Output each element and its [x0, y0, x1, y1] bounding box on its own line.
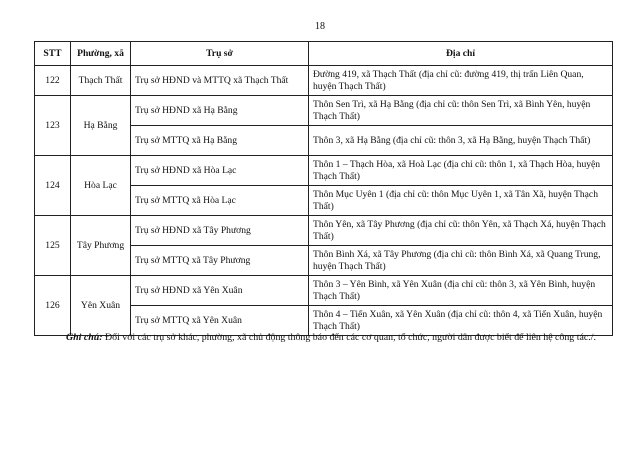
ward-cell: Thạch Thất: [71, 66, 131, 96]
stt-cell: 125: [35, 216, 71, 276]
header-address: Địa chỉ: [309, 42, 613, 66]
office-cell: Trụ sở HĐND xã Yên Xuân: [131, 276, 309, 306]
office-cell: Trụ sở HĐND xã Hạ Bằng: [131, 96, 309, 126]
address-cell: Thôn 1 – Thạch Hòa, xã Hoà Lạc (địa chỉ cũ: thôn 1, xã Thạch Hòa, huyện Thạch Thất): [309, 156, 613, 186]
office-cell: Trụ sở MTTQ xã Hạ Bằng: [131, 126, 309, 156]
header-office: Trụ sở: [131, 42, 309, 66]
ward-cell: Yên Xuân: [71, 276, 131, 336]
office-cell: Trụ sở HĐND và MTTQ xã Thạch Thất: [131, 66, 309, 96]
table-row: [35, 276, 613, 306]
table-row: [35, 66, 613, 96]
address-cell: Đường 419, xã Thạch Thất (địa chỉ cũ: đường 419, thị trấn Liên Quan, huyện Thạch Thất): [309, 66, 613, 96]
stt-cell: 122: [35, 66, 71, 96]
header-stt: STT: [35, 42, 71, 66]
office-cell: Trụ sở MTTQ xã Hòa Lạc: [131, 186, 309, 216]
stt-cell: 126: [35, 276, 71, 336]
footnote-label: Ghi chú:: [66, 332, 103, 343]
address-cell: Thôn 3 – Yên Bình, xã Yên Xuân (địa chỉ cũ: thôn 3, xã Yên Bình, huyện Thạch Thất): [309, 276, 613, 306]
ward-cell: Hạ Bằng: [71, 96, 131, 156]
office-address-table: [34, 41, 613, 336]
address-cell: Thôn 4 – Tiến Xuân, xã Yên Xuân (địa chỉ cũ: thôn 4, xã Tiến Xuân, huyện Thạch Thất): [309, 306, 613, 336]
stt-cell: 124: [35, 156, 71, 216]
table-header-row: [35, 42, 613, 66]
ward-cell: Hòa Lạc: [71, 156, 131, 216]
table-row: [35, 96, 613, 126]
ward-cell: Tây Phương: [71, 216, 131, 276]
table-row: [35, 156, 613, 186]
address-cell: Thôn 3, xã Hạ Bằng (địa chỉ cũ: thôn 3, xã Hạ Bằng, huyện Thạch Thất): [309, 126, 613, 156]
office-cell: Trụ sở HĐND xã Tây Phương: [131, 216, 309, 246]
footnote-text: Đối với các trụ sở khác, phường, xã chủ động thông báo đến các cơ quan, tổ chức, người dân được biết để liên hệ công tác./.: [102, 332, 596, 343]
header-ward: Phường, xã: [71, 42, 131, 66]
address-cell: Thôn Bình Xá, xã Tây Phương (địa chỉ cũ: thôn Bình Xá, xã Quang Trung, huyện Thạch Thất): [309, 246, 613, 276]
office-cell: Trụ sở MTTQ xã Tây Phương: [131, 246, 309, 276]
office-cell: Trụ sở HĐND xã Hòa Lạc: [131, 156, 309, 186]
stt-cell: 123: [35, 96, 71, 156]
address-cell: Thôn Sen Trì, xã Hạ Bằng (địa chỉ cũ: thôn Sen Trì, xã Bình Yên, huyện Thạch Thất): [309, 96, 613, 126]
address-cell: Thôn Yên, xã Tây Phương (địa chỉ cũ: thôn Yên, xã Thạch Xá, huyện Thạch Thất): [309, 216, 613, 246]
address-cell: Thôn Mục Uyên 1 (địa chỉ cũ: thôn Mục Uyên 1, xã Tân Xã, huyện Thạch Thất): [309, 186, 613, 216]
office-cell: Trụ sở MTTQ xã Yên Xuân: [131, 306, 309, 336]
page-number: 18: [315, 21, 325, 32]
footnote: [34, 331, 612, 345]
table-row: [35, 216, 613, 246]
